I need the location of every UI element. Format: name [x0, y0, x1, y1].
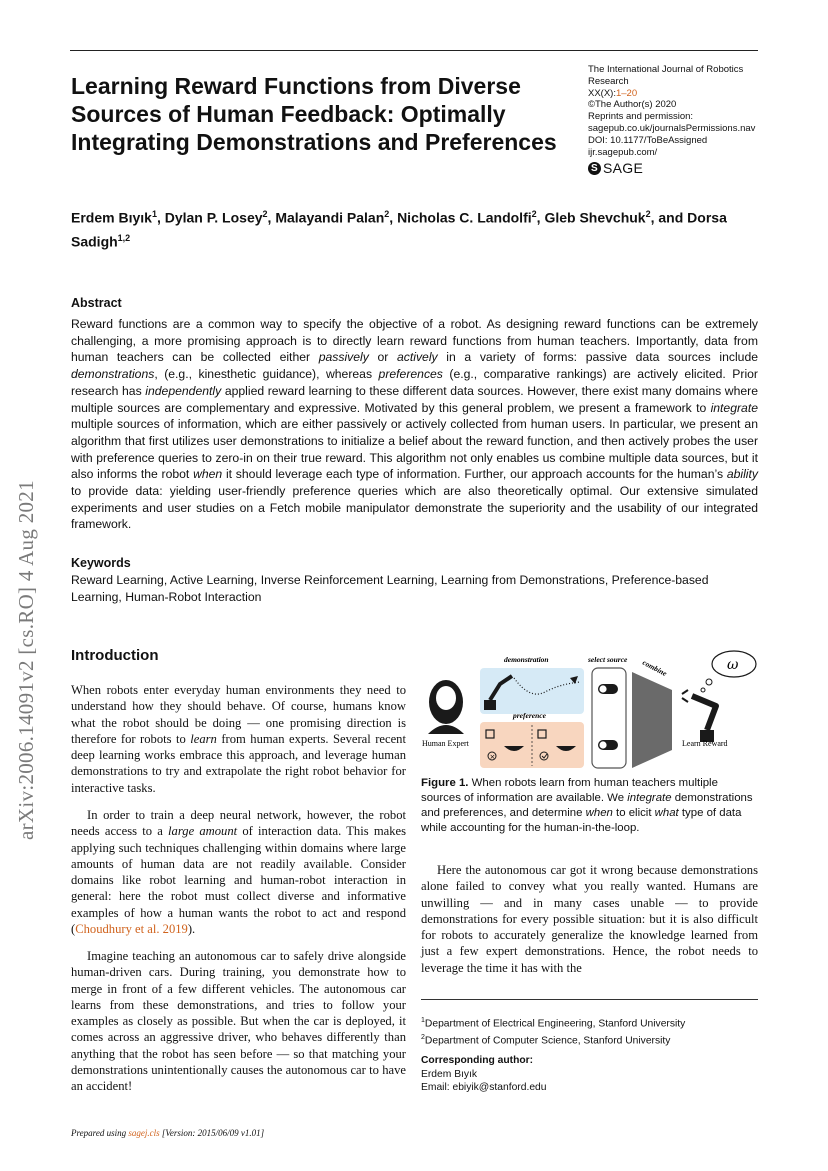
intro-paragraph-1 [71, 682, 406, 796]
author-name: Malayandi Palan [275, 209, 385, 226]
text-segment: passively [318, 350, 369, 365]
footnotes [421, 1014, 758, 1048]
text-segment: integrate [710, 400, 758, 415]
keywords-heading: Keywords [71, 556, 131, 570]
text-segment: Reward functions are a common way to specify the objective of a robot. As designing reward functions can be extremely challenging, a more promising approach is to directly learn reward functions from human teachers. Importantly, data from human teachers can be collected either [71, 317, 758, 365]
author-name: Dorsa Sadigh [71, 209, 727, 250]
select-source-label: select source [588, 655, 628, 664]
footnote-rule [421, 999, 758, 1000]
text-segment: Here the autonomous car got it wrong because demonstrations alone failed to convey what you really wanted. Humans are unwilling — and in many cases unable — to provide demonstrations for every possible situation: but it is also difficult for robots to accurately generalize the knowledge learned from just a few expert demonstrations. Hence, the robot needs to leverage the time it has with the [421, 863, 758, 975]
reprints: Reprints and permission: [588, 111, 694, 123]
corresponding-author-name: Erdem Bıyık [421, 1068, 478, 1080]
journal-volume: XX(X):1–20 [588, 87, 638, 99]
corresponding-author-heading: Corresponding author: [421, 1055, 534, 1066]
copyright: ©The Author(s) 2020 [588, 99, 677, 111]
text-segment: when [193, 467, 223, 482]
text-segment: When robots enter everyday human environments they need to understand how they should behave. Of course, humans know what the robot should be doing — one promising direction is therefore for robots to [71, 683, 406, 746]
reprints-url[interactable]: sagepub.co.uk/journalsPermissions.nav [588, 122, 756, 134]
author-affiliation: 1 [151, 209, 157, 219]
source-selector [592, 668, 626, 768]
journal-site[interactable]: ijr.sagepub.com/ [588, 146, 658, 158]
text-segment: demonstrations and preferences, and determine [421, 791, 753, 819]
text-segment: when [585, 806, 613, 819]
page-footer: Prepared using sagej.cls [Version: 2015/06/09 v1.01] [71, 1128, 265, 1138]
text-segment: from human experts. Several recent deep learning works embrace this approach, and leverage human demonstrations to try and extrapolate the right robot behavior for interactive tasks. [71, 731, 406, 795]
sage-logo-icon: S [588, 162, 601, 175]
author-affiliation: 2 [531, 209, 537, 219]
text-segment: type of data while accounting for the human-in-the-loop. [421, 806, 742, 834]
text-segment: demonstrations [71, 367, 155, 382]
sagej-cls-link[interactable]: sagej.cls [128, 1128, 160, 1138]
preference-label: preference [513, 711, 546, 720]
robot-arm-reward-icon [682, 690, 716, 742]
text-segment: , (e.g., kinesthetic guidance), whereas [154, 367, 379, 382]
journal-name: The International Journal of Robotics Research [588, 64, 744, 87]
corresponding-author [421, 1054, 758, 1095]
citation-link[interactable]: Choudhury et al. 2019 [75, 921, 188, 936]
intro-paragraph-2 [71, 807, 406, 937]
text-segment: to provide data: yielding user-friendly preference queries which are also theoretically optimal. Our extensive simulated experiments and user studies on a Fetch mobile manipulator demonstrate the superiority and the usability of our integrated framework. [71, 484, 758, 532]
demo-toggle-icon [598, 684, 618, 694]
journal-info [588, 64, 760, 158]
text-segment: it should leverage each type of information. Further, our approach accounts for the human’s [222, 467, 727, 482]
intro-paragraph-3 [71, 948, 406, 1094]
figure-1-caption-text [421, 777, 753, 834]
text-segment: In order to train a deep neural network, however, the robot needs access to a [71, 808, 406, 839]
text-segment: ability [726, 467, 758, 482]
text-segment: (e.g., comparative rankings) are actively elicited. Prior research has [71, 367, 758, 398]
author-list: Erdem Bıyık$^1$, Dylan P. Losey$^2$, Malayandi Palan$^2$, Nicholas C. Landolfi$^2$, Gleb Shevchuk$^2$, and Dorsa Sadigh$^{1,2}$ [71, 209, 727, 250]
introduction-heading: Introduction [71, 647, 159, 664]
learn-reward-label: Learn Reward [682, 739, 728, 748]
paper-title: Learning Reward Functions from Diverse Sources of Human Feedback: Optimally Integrating Demonstrations and Preferences [71, 73, 557, 155]
keywords-text: Reward Learning, Active Learning, Inverse Reinforcement Learning, Learning from Demonstrations, Preference-based Learning, Human-Robot Interaction [71, 573, 709, 604]
author-affiliation: 1,2 [117, 232, 131, 243]
author-affiliation: 2 [645, 209, 651, 219]
author-name: Dylan P. Losey [164, 209, 263, 226]
doi[interactable]: DOI: 10.1177/ToBeAssigned [588, 134, 708, 146]
text-segment: to elicit [612, 806, 655, 819]
text-segment: in a variety of forms: passive data sources include [437, 350, 759, 365]
text-segment: of interaction data. This makes applying such techniques challenging within domains where large amounts of human data are not readily available. Consider domains like robot learning and human-robot interaction in general: here the robot must collect diverse and informative examples of how a human wants the robot to act and respond ( [71, 824, 406, 936]
combine-arrow [632, 672, 672, 768]
text-segment: integrate [627, 791, 672, 804]
abstract-text [71, 316, 758, 533]
human-expert-icon [428, 680, 464, 734]
combine-label: combine [641, 657, 669, 679]
author-affiliation: 2 [262, 209, 268, 219]
author-affiliation: 2 [384, 209, 390, 219]
text-segment: Imagine teaching an autonomous car to safely drive alongside human-driven cars. During training, you demonstrate how to merge in front of a few different vehicles. The autonomous car learns from these demonstrations, and tries to follow your examples as closely as possible. But when the car is deployed, it comes across an aggressive driver, who behaves differently than anything that the robot has seen before — so that matching your demonstrations unintentionally causes the autonomous car to have an accident! [71, 949, 406, 1093]
text-segment: When robots learn from human teachers multiple sources of information are available. We [421, 777, 718, 804]
arxiv-stamp: arXiv:2006.14091v2 [cs.RO] 4 Aug 2021 [14, 480, 38, 840]
text-segment: ). [187, 921, 196, 936]
author-name: Erdem Bıyık [71, 209, 152, 226]
corresponding-author-email[interactable]: Email: ebiyik@stanford.edu [421, 1082, 547, 1094]
pages-link[interactable]: 1–20 [615, 87, 638, 99]
human-expert-label: Human Expert [422, 739, 469, 748]
text-segment: learn [190, 731, 217, 746]
sage-logo: S SAGE [588, 160, 643, 176]
footnote-2: $^2$Department of Computer Science, Stanford University [421, 1033, 671, 1047]
text-segment: preferences [378, 367, 443, 382]
text-segment: what [654, 806, 679, 819]
author-name: Gleb Shevchuk [544, 209, 646, 226]
text-segment: actively [396, 350, 438, 365]
figure-1-caption [421, 776, 758, 836]
omega-symbol: ω [727, 657, 739, 673]
footnote-1: $^1$Department of Electrical Engineering, Stanford University [421, 1017, 686, 1030]
text-segment: multiple sources of information, which are either passively or actively collected from human users. In particular, we present an algorithm that first utilizes user demonstrations to initialize a belief about the reward function, and then actively probes the user with preference queries to zero-in on their true reward. This algorithm not only enables us combine multiple data sources, but it also informs the robot [71, 417, 758, 482]
abstract-heading: Abstract [71, 296, 122, 310]
text-segment: or [368, 350, 397, 365]
top-rule [70, 50, 758, 51]
text-segment: applied reward learning to these different data sources. However, there exist many domains where multiple sources are complementary and expressive. Motivated by this general problem, we present a framework to [71, 383, 758, 415]
svg-text:×: × [489, 753, 496, 761]
figure-1-caption-label: Figure 1. [421, 777, 469, 789]
author-name: Nicholas C. Landolfi [397, 209, 532, 226]
figure-1 [420, 650, 758, 772]
text-segment: independently [145, 383, 222, 398]
demonstration-label: demonstration [504, 655, 549, 664]
preference-toggle-icon [598, 740, 618, 750]
text-segment: large amount [168, 824, 238, 839]
intro-paragraph-4 [421, 862, 758, 976]
